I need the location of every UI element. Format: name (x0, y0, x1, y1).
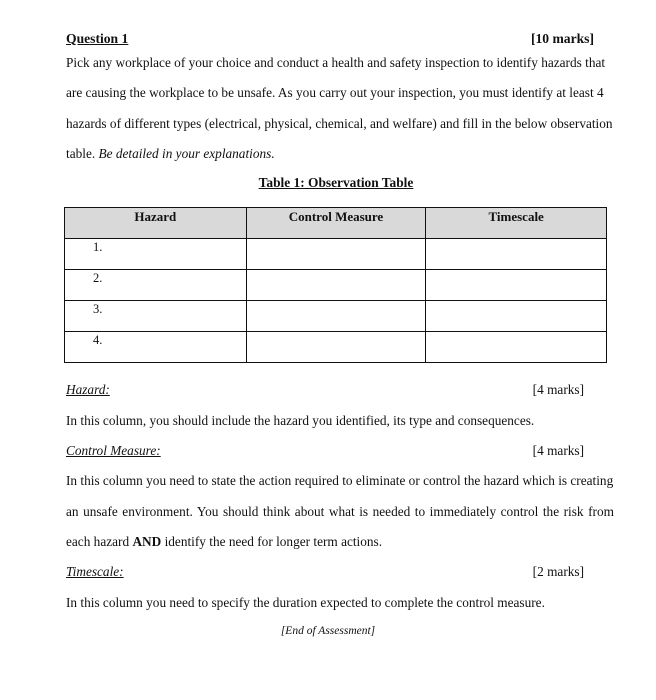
hazard-text: In this column, you should include the hazard you identified, its type and consequences. (66, 413, 535, 428)
intro-line-1: Pick any workplace of your choice and conduct a health and safety inspection to identify hazards that (66, 55, 606, 70)
timescale-marks: [2 marks] (532, 564, 584, 579)
control-line-3-bold: AND (132, 534, 162, 549)
intro-line-4-plain: table. (66, 146, 99, 161)
table-row (65, 239, 607, 270)
control-line-3-b: identify the need for longer term actions. (161, 534, 383, 549)
row-number[interactable]: 3. (65, 301, 247, 332)
hazard-marks: [4 marks] (532, 382, 584, 397)
observation-table (64, 207, 607, 363)
timescale-text: In this column you need to specify the duration expected to complete the control measure. (66, 595, 545, 610)
question-marks: [10 marks] (530, 31, 594, 46)
header-timescale: Timescale (426, 208, 607, 239)
intro-line-2: are causing the workplace to be unsafe. As you carry out your inspection, you must identify at least 4 (66, 85, 604, 100)
timescale-section-header (66, 564, 584, 582)
control-line-3 (66, 534, 382, 550)
control-line-3-a: each hazard (66, 534, 133, 549)
end-of-assessment: [End of Assessment] (280, 625, 376, 637)
hazard-label: Hazard: (66, 382, 110, 397)
intro-line-3: hazards of different types (electrical, physical, chemical, and welfare) and fill in the below observation (66, 116, 613, 131)
table-row (65, 270, 607, 301)
header-hazard: Hazard (65, 208, 247, 239)
row-number[interactable]: 2. (65, 270, 247, 301)
timescale-cell[interactable] (426, 270, 607, 301)
timescale-cell[interactable] (426, 332, 607, 363)
control-line-1: In this column you need to state the action required to eliminate or control the hazard which is creating (66, 473, 614, 488)
control-marks: [4 marks] (532, 443, 584, 458)
table-title: Table 1: Observation Table (258, 175, 414, 190)
control-measure-cell[interactable] (246, 301, 426, 332)
header-control-measure: Control Measure (246, 208, 426, 239)
timescale-cell[interactable] (426, 301, 607, 332)
question-header (66, 31, 594, 49)
row-number[interactable]: 4. (65, 332, 247, 363)
control-measure-cell[interactable] (246, 332, 426, 363)
row-number[interactable]: 1. (65, 239, 247, 270)
timescale-label: Timescale: (66, 564, 124, 579)
intro-line-4-italic: Be detailed in your explanations. (98, 146, 275, 161)
intro-line-4 (66, 146, 275, 162)
control-label: Control Measure: (66, 443, 161, 458)
control-line-2: an unsafe environment. You should think about what is needed to immediately control the risk from (66, 504, 614, 519)
control-section-header (66, 443, 584, 461)
timescale-cell[interactable] (426, 239, 607, 270)
control-measure-cell[interactable] (246, 270, 426, 301)
table-header-row (65, 208, 607, 239)
question-title: Question 1 (66, 31, 129, 46)
control-measure-cell[interactable] (246, 239, 426, 270)
table-row (65, 332, 607, 363)
table-row (65, 301, 607, 332)
hazard-section-header (66, 382, 584, 400)
